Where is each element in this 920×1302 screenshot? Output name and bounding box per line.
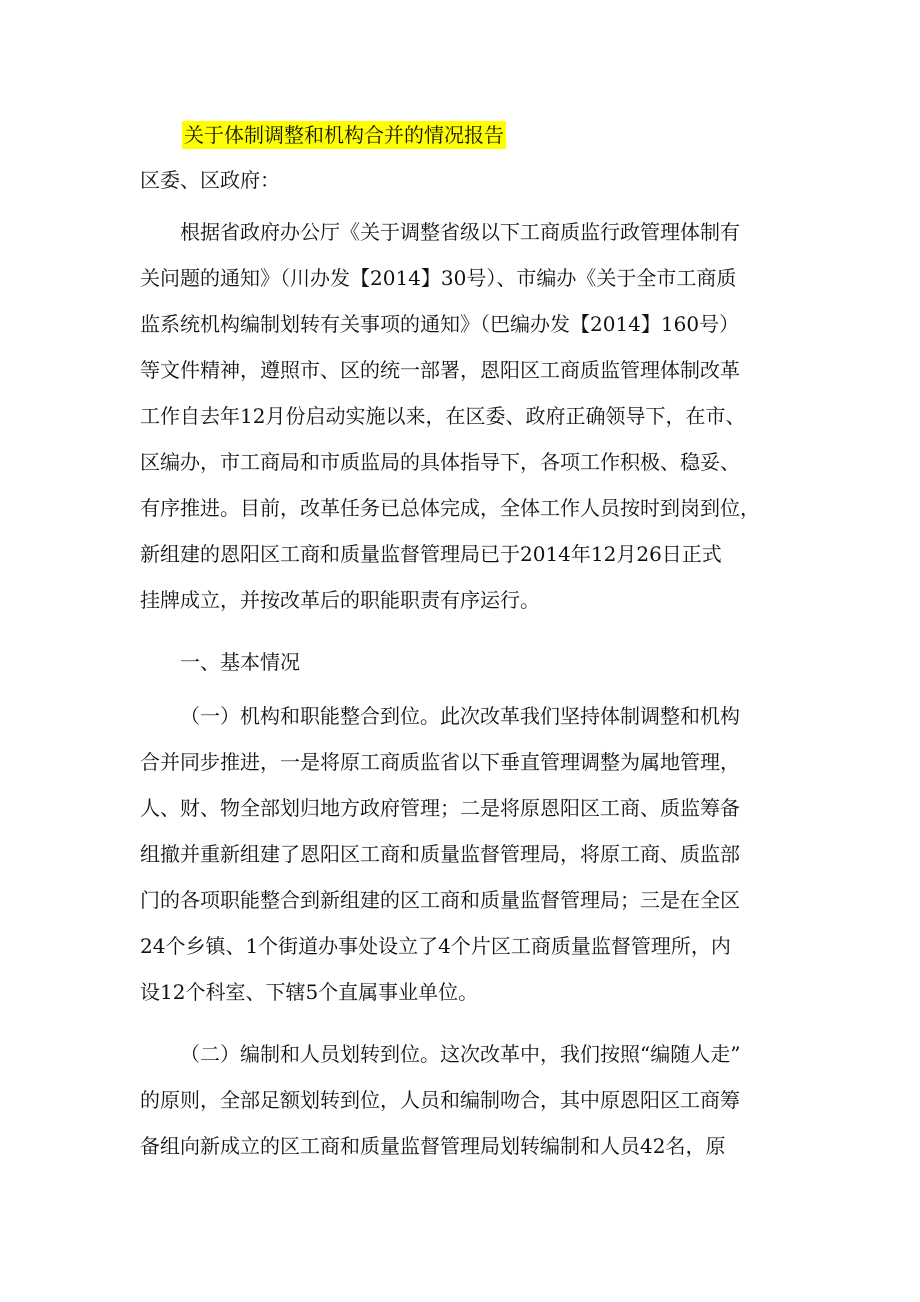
document-title-row: [140, 112, 780, 158]
section-heading: 一、基本情况: [180, 650, 300, 674]
paragraph-line: 备组向新成立的区工商和质量监督管理局划转编制和人员42名，原: [140, 1134, 726, 1158]
paragraph-line: 新组建的恩阳区工商和质量监督管理局已于2014年12月26日正式: [140, 542, 722, 566]
paragraph-line: 组撤并重新组建了恩阳区工商和质量监督管理局，将原工商、质监部: [140, 842, 740, 866]
paragraph-line: 关问题的通知》（川办发【2014】30号）、市编办《关于全市工商质: [140, 266, 737, 290]
paragraph-line: 工作自去年12月份启动实施以来，在区委、政府正确领导下，在市、: [140, 404, 746, 428]
paragraph-line: 门的各项职能整合到新组建的区工商和质量监督管理局；三是在全区: [140, 888, 740, 912]
subsection-paragraph: [140, 693, 780, 1015]
paragraph-line: （一）机构和职能整合到位。此次改革我们坚持体制调整和机构: [180, 704, 740, 728]
paragraph-line: 挂牌成立，并按改革后的职能职责有序运行。: [140, 588, 540, 612]
paragraph-line: 人、财、物全部划归地方政府管理；二是将原恩阳区工商、质监筹备: [140, 796, 740, 820]
paragraph-line: 合并同步推进，一是将原工商质监省以下垂直管理调整为属地管理，: [140, 750, 740, 774]
paragraph-line: 根据省政府办公厅《关于调整省级以下工商质监行政管理体制有: [180, 220, 740, 244]
intro-paragraph: [140, 209, 780, 623]
paragraph-line: 24个乡镇、1个街道办事处设立了4个片区工商质量监督管理所，内: [140, 934, 731, 958]
paragraph-line: 设12个科室、下辖5个直属事业单位。: [140, 980, 479, 1004]
paragraph-line: 的原则，全部足额划转到位，人员和编制吻合，其中原恩阳区工商筹: [140, 1088, 740, 1112]
paragraph-line: （二）编制和人员划转到位。这次改革中，我们按照“编随人走”: [180, 1042, 741, 1066]
paragraph-line: 监系统机构编制划转有关事项的通知》（巴编办发【2014】160号）: [140, 312, 740, 336]
document-title: 关于体制调整和机构合并的情况报告: [184, 123, 504, 147]
subsection-paragraph: [140, 1031, 780, 1169]
salutation: 区委、区政府：: [140, 168, 280, 192]
paragraph-line: 有序推进。目前，改革任务已总体完成，全体工作人员按时到岗到位，: [140, 496, 760, 520]
paragraph-line: 区编办，市工商局和市质监局的具体指导下，各项工作积极、稳妥、: [140, 450, 740, 474]
paragraph-line: 等文件精神，遵照市、区的统一部署，恩阳区工商质监管理体制改革: [140, 358, 740, 382]
document-body: [140, 112, 780, 1169]
